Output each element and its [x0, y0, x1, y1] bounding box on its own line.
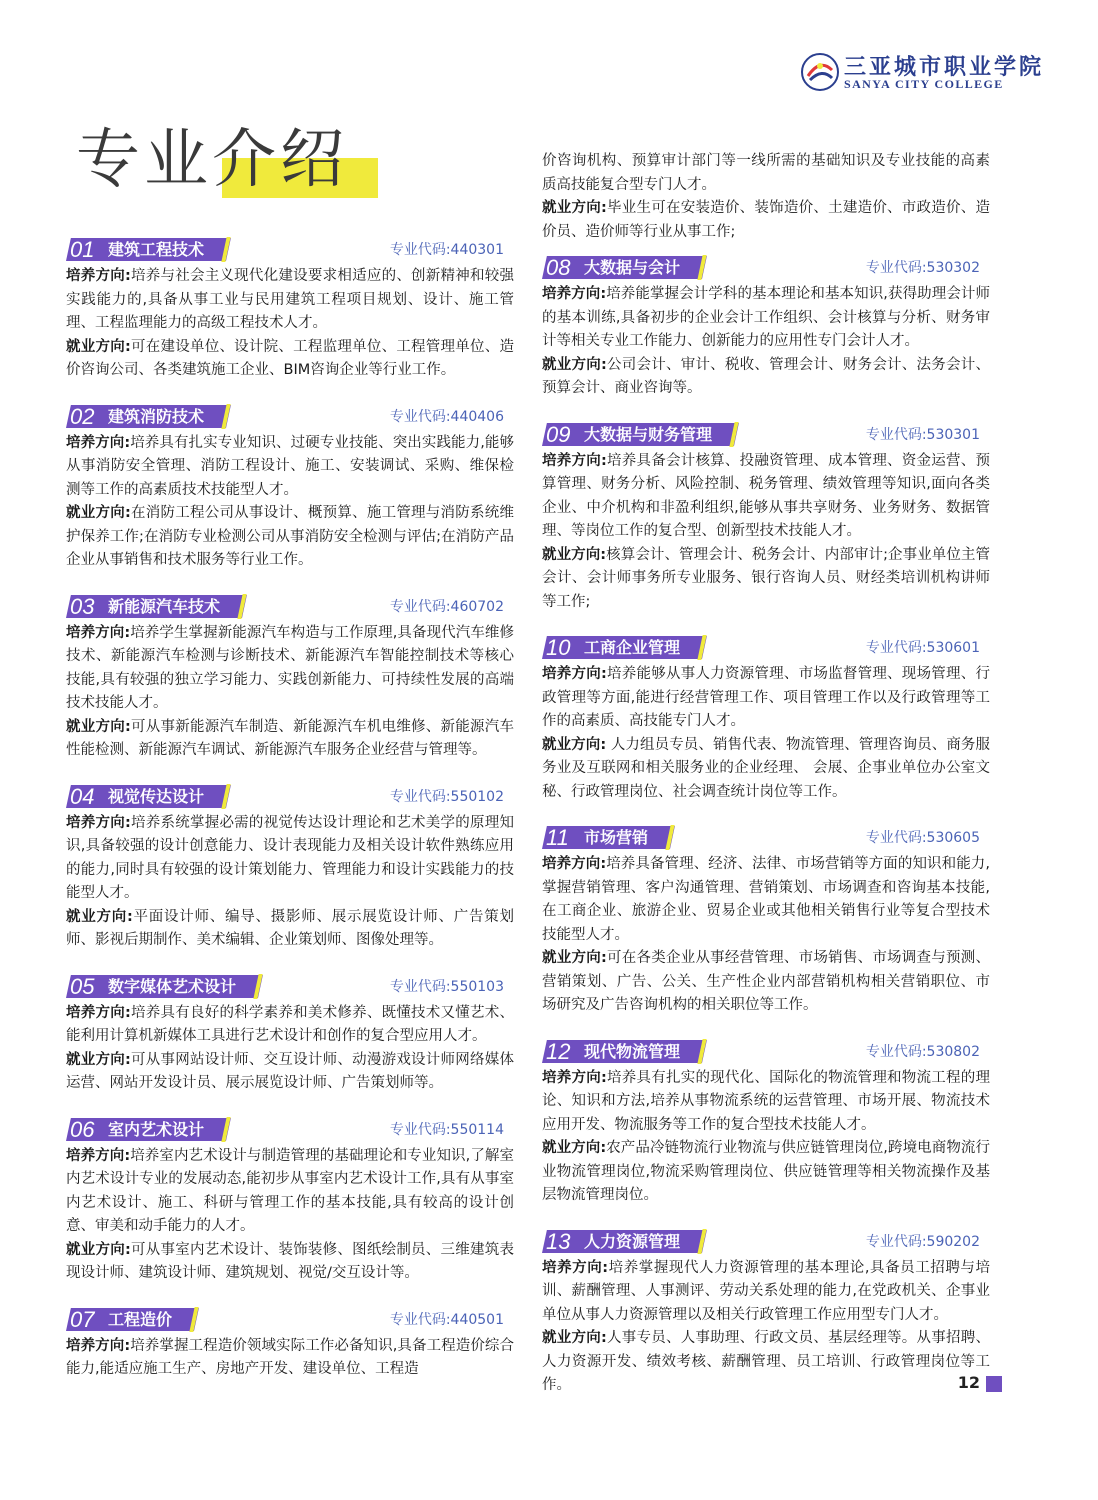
training-text: 培养能够从事人力资源管理、市场监督管理、现场管理、行政管理等方面,能进行经营管理工作、项目管理工作以及行政管理等工作的高素质、高技能专门人才。: [542, 666, 990, 729]
major-name: 工程造价: [108, 1309, 173, 1329]
training-text: 培养具有良好的科学素养和美术修养、既懂技术又懂艺术、能利用计算机新媒体工具进行艺术设计和创作的复合型应用人才。: [66, 1004, 514, 1044]
section-header: [542, 634, 990, 661]
section-header: [66, 1116, 514, 1143]
employment-paragraph: [542, 1137, 990, 1208]
training-paragraph: [66, 1145, 514, 1239]
major-name: 建筑工程技术: [108, 240, 205, 259]
page-title: 专业介绍: [76, 123, 348, 197]
training-label: 培养方向:: [542, 452, 607, 469]
training-text: 培养能掌握会计学科的基本理论和基本知识,获得助理会计师的基本训练,具备初步的企业会计工作组织、会计核算与分析、财务审计等相关专业工作能力、创新能力的应用性专门会计人才。: [542, 286, 990, 349]
training-label: 培养方向:: [66, 624, 131, 641]
employment-text: 可在建设单位、设计院、工程监理单位、工程管理单位、造价咨询公司、各类建筑施工企业、BIM咨询企业等行业工作。: [66, 338, 514, 378]
section-number: 07: [70, 1306, 95, 1332]
employment-label: 就业方向:: [542, 1140, 607, 1156]
employment-text: 可从事网站设计师、交互设计师、动漫游戏设计师网络媒体运营、网站开发设计员、展示展览设计师、广告策划师等。: [66, 1051, 514, 1091]
employment-label: 就业方向:: [66, 718, 131, 735]
major-name: 人力资源管理: [584, 1231, 681, 1251]
training-paragraph: [66, 812, 514, 906]
employment-text: 人力组员专员、销售代表、物流管理、管理咨询员、商务服务业及互联网和相关服务业的企业经理、 会展、企事业单位办公室文秘、行政管理岗位、社会调查统计岗位等工作。: [542, 736, 990, 800]
section-number: 13: [546, 1228, 571, 1254]
major-code: 专业代码:440501: [389, 1311, 504, 1328]
employment-paragraph: [66, 1049, 514, 1096]
left-column: [66, 236, 514, 1402]
section-header: [66, 403, 514, 430]
employment-paragraph: [66, 716, 514, 763]
training-label: 培养方向:: [542, 856, 607, 872]
training-label: 培养方向:: [542, 1069, 607, 1086]
section-header: [66, 236, 514, 263]
continued-section: [542, 150, 990, 244]
major-code: 专业代码:440301: [389, 242, 504, 258]
section-number: 06: [70, 1116, 95, 1142]
training-paragraph: [66, 1335, 514, 1382]
training-text: 培养具备会计核算、投融资管理、成本管理、资金运营、预算管理、财务分析、风险控制、税务管理、绩效管理等知识,面向各类企业、中介机构和非盈利组织,能够从事共享财务、业务财务、数据管理、等岗位工作的复合型、创新型技术技能人才。: [542, 452, 990, 539]
section-number: 11: [546, 825, 569, 850]
employment-label: 就业方向:: [542, 1330, 607, 1346]
major-code: 专业代码:590202: [865, 1233, 980, 1250]
job-label: 就业方向:: [542, 200, 607, 216]
major-section-06: [66, 1116, 514, 1286]
employment-text: 平面设计师、编导、摄影师、展示展览设计师、广告策划师、影视后期制作、美术编辑、企业策划师、图像处理等。: [66, 908, 514, 948]
employment-text: 在消防工程公司从事设计、概预算、施工管理与消防系统维护保养工作;在消防专业检测公司从事消防安全检测与评估;在消防产品企业从事销售和技术服务等行业工作。: [66, 505, 514, 568]
major-section-08: [542, 254, 990, 401]
major-code: 专业代码:550103: [389, 978, 504, 995]
major-name: 工商企业管理: [584, 638, 681, 657]
major-code: 专业代码:530301: [865, 426, 980, 443]
training-text: 培养室内艺术设计与制造管理的基础理论和专业知识,了解室内艺术设计专业的发展动态,能初步从事室内艺术设计工作,具有从事室内艺术设计、施工、科研与管理工作的基本技能,具有较高的设计创意、审美和动手能力的人才。: [66, 1147, 514, 1234]
major-section-04: [66, 783, 514, 953]
employment-label: 就业方向:: [66, 1241, 131, 1258]
training-label: 培养方向:: [542, 1259, 609, 1276]
training-text: 培养具有扎实专业知识、过硬专业技能、突出实践能力,能够从事消防安全管理、消防工程设计、施工、安装调试、采购、维保检测等工作的高素质技术技能型人才。: [66, 434, 514, 498]
section-number: 05: [70, 973, 95, 999]
major-section-13: [542, 1228, 990, 1398]
employment-paragraph: [542, 544, 990, 615]
training-paragraph: [542, 1067, 990, 1138]
section-header: [66, 783, 514, 810]
training-label: 培养方向:: [66, 1004, 131, 1021]
major-code: 专业代码:530302: [865, 260, 980, 276]
employment-label: 就业方向:: [542, 356, 607, 373]
training-text: 培养学生掌握新能源汽车构造与工作原理,具备现代汽车维修技术、新能源汽车检测与诊断技术、新能源汽车智能控制技术等核心技能,具有较强的独立学习能力、实践创新能力、可持续性发展的高端技术技能人才。: [66, 624, 514, 711]
training-label: 培养方向:: [542, 286, 607, 302]
training-paragraph: [66, 1002, 514, 1049]
major-section-11: [542, 824, 990, 1018]
employment-label: 就业方向:: [542, 546, 607, 563]
training-text: 培养具备管理、经济、法律、市场营销等方面的知识和能力,掌握营销管理、客户沟通管理、营销策划、市场调查和咨询基本技能,在工商企业、旅游企业、贸易企业或其他相关销售行业等复合型技术技能型人才。: [542, 856, 990, 943]
major-name: 市场营销: [584, 828, 649, 847]
section-header: [66, 973, 514, 1000]
employment-paragraph: [66, 336, 514, 383]
major-section-09: [542, 421, 990, 615]
major-code: 专业代码:530601: [865, 640, 980, 656]
major-section-10: [542, 634, 990, 804]
training-text: 培养具有扎实的现代化、国际化的物流管理和物流工程的理论、知识和方法,培养从事物流系统的运营管理、市场开展、物流技术应用开发、物流服务等工作的复合型技术技能人才。: [542, 1069, 990, 1133]
employment-label: 就业方向:: [66, 908, 133, 925]
training-paragraph: [542, 1257, 990, 1328]
job-text: 毕业生可在安装造价、装饰造价、土建造价、市政造价、造价员、造价师等行业从事工作;: [542, 200, 990, 240]
employment-label: 就业方向:: [542, 736, 607, 753]
section-header: [542, 824, 990, 851]
section-header: [542, 1228, 990, 1255]
employment-paragraph: [542, 734, 990, 805]
training-paragraph: [66, 432, 514, 503]
major-section-01: [66, 236, 514, 383]
section-number: 01: [70, 237, 95, 262]
section-header: [66, 593, 514, 620]
training-paragraph: [542, 663, 990, 734]
training-paragraph: [66, 265, 514, 336]
training-label: 培养方向:: [66, 814, 131, 831]
employment-text: 可从事室内艺术设计、装饰装修、图纸绘制员、三维建筑表现设计师、建筑设计师、建筑规划、视觉/交互设计等。: [66, 1241, 514, 1281]
section-number: 12: [546, 1038, 571, 1064]
employment-text: 公司会计、审计、税收、管理会计、财务会计、法务会计、预算会计、商业咨询等。: [542, 356, 990, 396]
training-paragraph: [542, 450, 990, 544]
major-name: 数字媒体艺术设计: [108, 976, 237, 996]
major-name: 视觉传达设计: [108, 786, 205, 806]
employment-paragraph: [542, 947, 990, 1018]
major-code: 专业代码:530802: [865, 1043, 980, 1060]
major-code: 专业代码:440406: [389, 408, 504, 425]
college-emblem-icon: [800, 52, 840, 92]
major-name: 建筑消防技术: [108, 406, 205, 426]
training-label: 培养方向:: [66, 1147, 131, 1164]
training-label: 培养方向:: [66, 434, 131, 451]
page-number-marker: [986, 1376, 1002, 1392]
employment-text: 可从事新能源汽车制造、新能源汽车机电维修、新能源汽车性能检测、新能源汽车调试、新能源汽车服务企业经营与管理等。: [66, 718, 514, 758]
section-number: 03: [70, 593, 95, 619]
training-text: 培养掌握现代人力资源管理的基本理论,具备员工招聘与培训、薪酬管理、人事测评、劳动关系处理的能力,在党政机关、企事业单位从事人力资源管理以及相关行政管理工作应用型专门人才。: [542, 1259, 990, 1323]
section-header: [542, 254, 990, 281]
employment-text: 人事专员、人事助理、行政文员、基层经理等。从事招聘、人力资源开发、绩效考核、薪酬管理、员工培训、行政管理岗位等工作。: [542, 1330, 990, 1393]
right-column: [542, 150, 990, 1418]
training-text: 培养掌握工程造价领域实际工作必备知识,具备工程造价综合能力,能适应施工生产、房地产开发、建设单位、工程造: [66, 1337, 514, 1377]
employment-text: 农产品冷链物流行业物流与供应链管理岗位,跨境电商物流行业物流管理岗位,物流采购管理岗位、供应链管理等相关物流操作及基层物流管理岗位。: [542, 1140, 990, 1203]
major-code: 专业代码:530605: [865, 830, 980, 846]
section-number: 04: [70, 783, 95, 809]
training-text: 培养与社会主义现代化建设要求相适应的、创新精神和较强实践能力的,具备从事工业与民用建筑工程项目规划、设计、施工管理、工程监理能力的高级工程技术人才。: [66, 268, 514, 331]
training-label: 培养方向:: [66, 1337, 131, 1354]
training-label: 培养方向:: [66, 268, 131, 284]
training-paragraph: [66, 622, 514, 716]
logo-english-name: SANYA CITY COLLEGE: [844, 77, 1004, 91]
major-name: 室内艺术设计: [108, 1119, 205, 1139]
section-header: [66, 1306, 514, 1333]
major-section-07: [66, 1306, 514, 1382]
section-number: 10: [546, 635, 571, 660]
training-paragraph: [542, 853, 990, 947]
major-section-05: [66, 973, 514, 1096]
major-name: 大数据与会计: [584, 258, 681, 277]
employment-paragraph: [542, 354, 990, 401]
employment-label: 就业方向:: [66, 1051, 131, 1068]
major-name: 新能源汽车技术: [108, 596, 221, 616]
continued-text: 价咨询机构、预算审计部门等一线所需的基础知识及专业技能的高素质高技能复合型专门人才。: [542, 153, 990, 193]
employment-text: 核算会计、管理会计、税务会计、内部审计;企事业单位主管会计、会计师事务所专业服务、银行咨询人员、财经类培训机构讲师等工作;: [542, 546, 990, 610]
employment-label: 就业方向:: [542, 950, 607, 966]
training-text: 培养系统掌握必需的视觉传达设计理论和艺术美学的原理知识,具备较强的设计创意能力、设计表现能力及相关设计软件熟练应用的能力,同时具有较强的设计策划能力、管理能力和设计实践能力的技能型人才。: [66, 814, 514, 901]
section-header: [542, 421, 990, 448]
training-label: 培养方向:: [542, 666, 607, 682]
logo-chinese-name: 三亚城市职业学院: [844, 54, 1045, 80]
employment-paragraph: [66, 906, 514, 953]
section-header: [542, 1038, 990, 1065]
major-name: 大数据与财务管理: [584, 424, 713, 444]
major-name: 现代物流管理: [584, 1041, 681, 1061]
page-number: 12: [957, 1373, 980, 1392]
employment-paragraph: [66, 1239, 514, 1286]
section-number: 08: [546, 255, 571, 280]
major-section-12: [542, 1038, 990, 1208]
section-number: 02: [70, 403, 95, 429]
major-code: 专业代码:460702: [389, 598, 504, 615]
employment-label: 就业方向:: [66, 505, 131, 521]
employment-paragraph: [66, 502, 514, 573]
training-paragraph: [542, 283, 990, 354]
continued-job-paragraph: [542, 197, 990, 244]
employment-label: 就业方向:: [66, 338, 131, 355]
section-number: 09: [546, 421, 571, 447]
major-section-02: [66, 403, 514, 573]
college-logo: [800, 50, 1045, 94]
major-code: 专业代码:550102: [389, 788, 504, 805]
employment-paragraph: [542, 1327, 990, 1398]
major-section-03: [66, 593, 514, 763]
employment-text: 可在各类企业从事经营管理、市场销售、市场调查与预测、营销策划、广告、公关、生产性企业内部营销机构相关营销职位、市场研究及广告咨询机构的相关职位等工作。: [542, 950, 990, 1013]
major-code: 专业代码:550114: [389, 1121, 504, 1138]
